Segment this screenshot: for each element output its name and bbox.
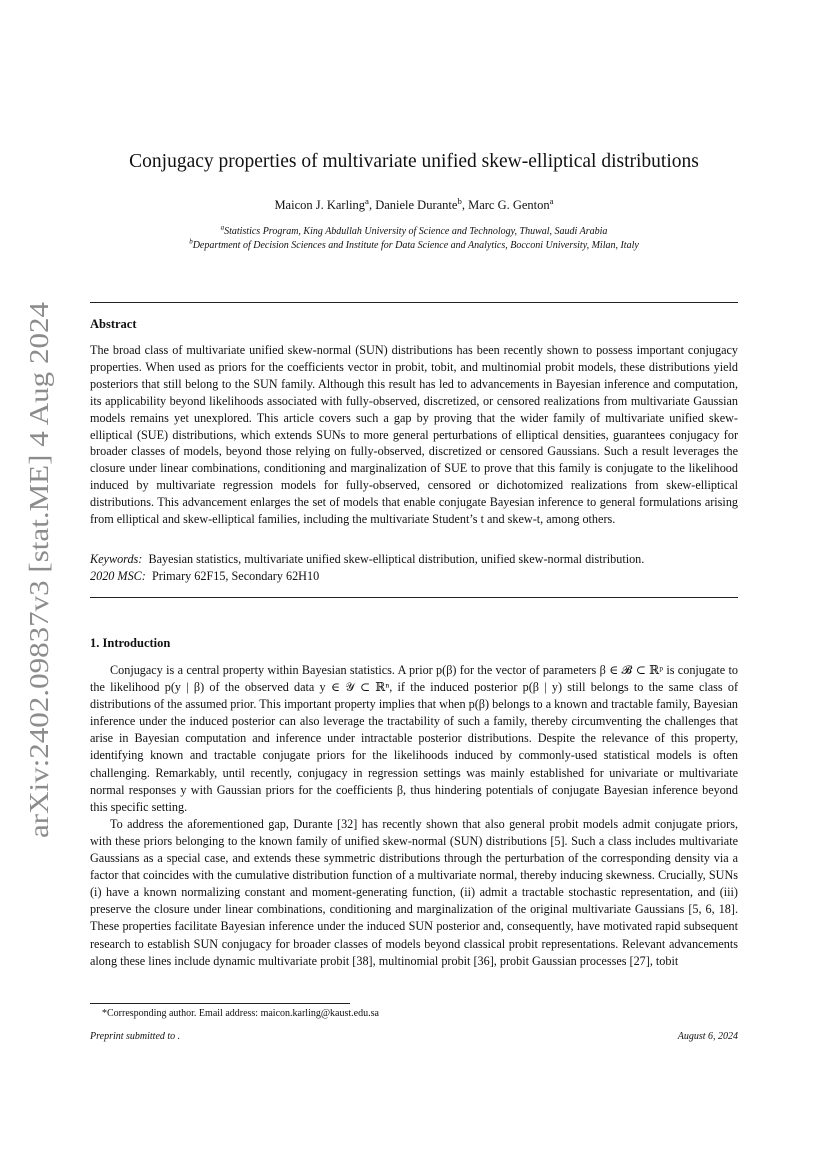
abstract-top-rule bbox=[90, 302, 738, 303]
paragraph: Conjugacy is a central property within Bayesian statistics. A prior p(β) for the vector of parameters β ∈ 𝓑 ⊂ ℝᵖ is conjugate to the likelihood p(y | β) of the observed data y ∈ 𝒴 ⊂ ℝⁿ, if the induced posterior p(β | y) still belongs to the same class of distributions of the assumed prior. This important property implies that when p(β) belongs to a known and tractable family, Bayesian inference under the induced posterior can also leverage the tractability of such a family, thereby circumventing the challenges that arise in Bayesian computation and inference under intractable posterior distributions. Despite the relevance of this property, identifying known and tractable conjugate priors for the likelihoods induced by commonly-used statistical models is often challenging. Remarkably, until recently, conjugacy in regression settings was mainly established for univariate or multivariate normal responses y with Gaussian priors for the coefficients β, thus hindering potentials of conjugate Bayesian inference beyond this specific setting. bbox=[90, 663, 738, 814]
keywords-line bbox=[90, 551, 738, 568]
affiliation-text: Statistics Program, King Abdullah University of Science and Technology, Thuwal, Saudi Arabia bbox=[224, 226, 608, 237]
abstract-heading: Abstract bbox=[90, 317, 137, 331]
msc-label: 2020 MSC: bbox=[90, 569, 146, 583]
keywords-text: Bayesian statistics, multivariate unified skew-elliptical distribution, unified skew-normal distribution. bbox=[148, 552, 645, 566]
introduction-body bbox=[90, 662, 738, 970]
author-name: Marc G. Genton bbox=[468, 198, 550, 212]
affiliation bbox=[90, 225, 738, 239]
affiliations bbox=[90, 225, 738, 253]
author-affil-mark: a bbox=[365, 195, 369, 206]
msc-text: Primary 62F15, Secondary 62H10 bbox=[151, 569, 320, 583]
msc-line bbox=[90, 568, 738, 585]
affiliation bbox=[90, 239, 738, 253]
keywords-block bbox=[90, 551, 738, 585]
arxiv-stamp bbox=[2, 300, 62, 840]
footnote-rule bbox=[90, 1003, 350, 1004]
paper-title: Conjugacy properties of multivariate unified skew-elliptical distributions bbox=[129, 151, 699, 172]
footer-left: Preprint submitted to . bbox=[90, 1031, 181, 1042]
abstract-text: The broad class of multivariate unified skew-normal (SUN) distributions has been recently shown to possess important conjugacy properties. When used as priors for the coefficients vector in probit, tobit, and multinomial probit models, these distributions yield posteriors that still belong to the SUN family. Although this result has led to advancements in Bayesian inference and computation, its applicability beyond likelihoods associated with fully-observed, discretized, or censored realizations from multivariate Gaussian models remains yet unexplored. This article covers such a gap by proving that the wider family of multivariate unified skew-elliptical (SUE) distributions, which extends SUNs to more general perturbations of elliptical densities, guarantees conjugacy for broader classes of models, beyond those relying on fully-observed, discretized or censored Gaussians. Such a result leverages the closure under linear combinations, conditioning and marginalization of SUE to prove that this family is conjugate to the likelihood induced by multivariate regression models for fully-observed, censored or dichotomized realizations from skew-elliptical distributions. This advancement enlarges the set of models that enable conjugate Bayesian inference to general formulations arising from elliptical and skew-elliptical families, including the multivariate Student’s t and skew-t, among others. bbox=[90, 343, 738, 527]
footer-date: August 6, 2024 bbox=[677, 1031, 738, 1042]
author-list bbox=[90, 197, 738, 213]
author-separator: , bbox=[461, 198, 469, 212]
affiliation-mark: a bbox=[220, 223, 225, 232]
keywords-label: Keywords: bbox=[90, 552, 143, 566]
abstract-bottom-rule bbox=[90, 597, 738, 598]
author-affil-mark: a bbox=[549, 195, 554, 206]
section-heading-introduction: 1. Introduction bbox=[90, 636, 171, 650]
footnote: *Corresponding author. Email address: maicon.karling@kaust.edu.sa bbox=[102, 1008, 379, 1019]
paragraph: To address the aforementioned gap, Durante [32] has recently shown that also general probit models admit conjugate priors, with these priors belonging to the known family of unified skew-normal (SUN) distributions [5]. Such a class includes multivariate Gaussians as a special case, and extends these symmetric distributions through the perturbation of the corresponding density via a factor that coincides with the cumulative distribution function of a multivariate normal, thereby inducing skewness. Crucially, SUNs (i) have a known normalizing constant and moment-generating function, (ii) admit a tractable stochastic representation, and (iii) preserve the closure under linear combinations, conditioning and marginalization of the original multivariate Gaussians [5, 6, 18]. These properties facilitate Bayesian inference under the induced SUN posterior and, consequently, have motivated rapid subsequent research to establish SUN conjugacy for broader classes of models beyond classical probit representations. Relevant advancements along these lines include dynamic multivariate probit [38], multinomial probit [36], probit Gaussian processes [27], tobit bbox=[90, 816, 738, 968]
page-footer bbox=[90, 1031, 738, 1042]
author-name: Maicon J. Karling bbox=[274, 198, 366, 212]
author-separator: , bbox=[368, 198, 376, 212]
affiliation-mark: b bbox=[189, 237, 193, 246]
affiliation-text: Department of Decision Sciences and Institute for Data Science and Analytics, Bocconi University, Milan, Italy bbox=[192, 240, 639, 251]
arxiv-stamp-text: arXiv:2402.09837v3 [stat.ME] 4 Aug 2024 bbox=[23, 362, 54, 838]
author-name: Daniele Durante bbox=[375, 198, 458, 212]
author-affil-mark: b bbox=[457, 195, 462, 206]
